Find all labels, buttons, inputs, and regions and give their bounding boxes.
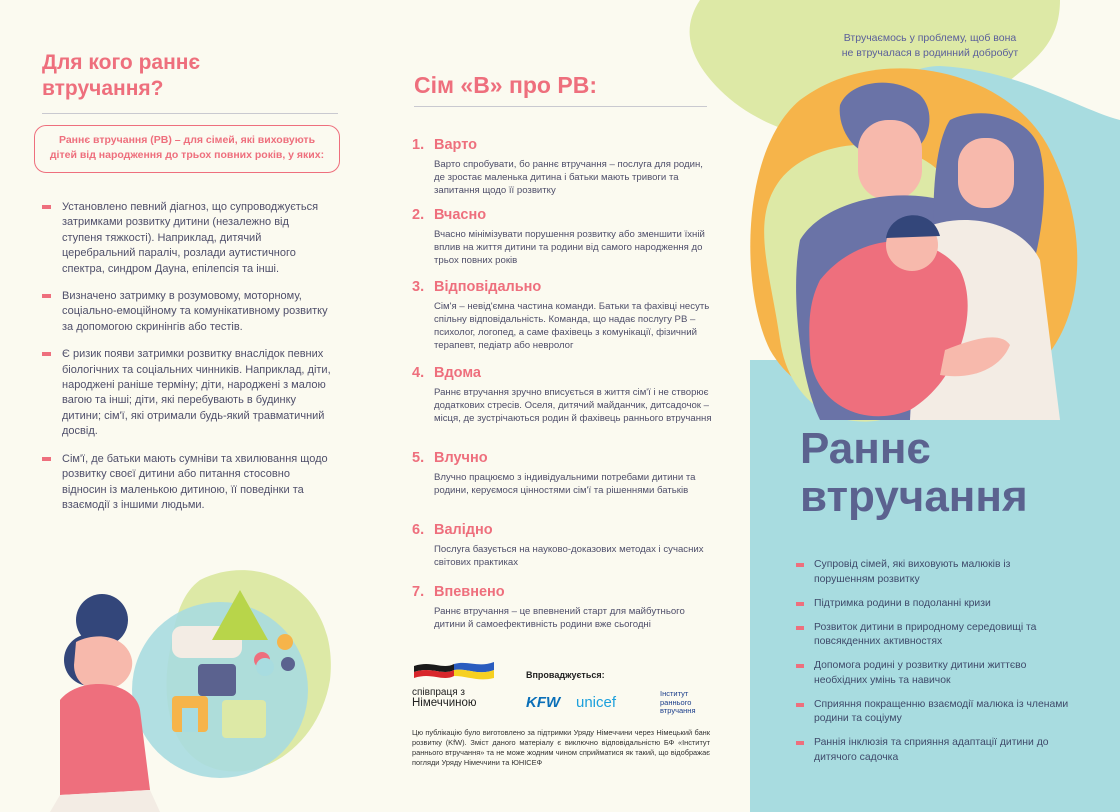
step-text: Сім'я – невід'ємна частина команди. Батьки та фахівці несуть спільну відповідальність. Команда, що надає послугу РВ – психолог, логопед, а саме фахівець з комунікації, фізичний терапевт, педіатр або невролог <box>434 301 710 351</box>
step-heading: Вчасно <box>434 207 487 223</box>
list-item: Розвиток дитини в природному середовищі та повсякденних активностях <box>800 621 1070 650</box>
step-text: Варто спробувати, бо раннє втручання – послуга для родин, де зростає маленька дитина і батьки мають тривоги та запитання щодо її розвитку <box>434 159 703 196</box>
child-playing-illustration <box>40 550 340 812</box>
left-heading <box>42 50 200 102</box>
step-text: Влучно працюємо з індивідуальними потребами дитини та родини, керуємося цінностями сім'ї та рішеннями батьків <box>434 472 696 496</box>
step-2 <box>412 207 712 267</box>
services-list <box>800 558 1070 775</box>
germany-cooperation-logo <box>412 660 496 709</box>
step-7 <box>412 584 712 631</box>
step-number: 1. <box>412 137 425 153</box>
intro-line1: Раннє втручання (РВ) – для сімей, які виховують <box>58 134 316 146</box>
kfw-logo: KFW <box>526 694 561 711</box>
step-number: 3. <box>412 279 425 295</box>
step-text: Послуга базується на науково-доказових методах і сучасних світових практиках <box>434 544 704 568</box>
institute-line1: Інститут <box>660 689 689 698</box>
list-item: Підтримка родини в подоланні кризи <box>800 597 1070 612</box>
main-title-line2: втручання <box>800 472 1028 521</box>
step-heading: Відповідально <box>434 279 542 295</box>
list-item: Установлено певний діагноз, що супроводжується затримками розвитку дитини (незалежно від ступеня тяжкості). Наприклад, дитячий церебральний параліч, розлади аутистичного спектра, синдром Дауна, епілепсія та інші. <box>42 200 332 277</box>
step-3 <box>412 279 712 352</box>
left-heading-line1: Для кого раннє <box>42 51 201 74</box>
tagline-line1: Втручаємось у проблему, щоб вона <box>843 32 1017 44</box>
step-heading: Вдома <box>434 365 481 381</box>
flag-icon <box>412 660 496 682</box>
main-title <box>800 425 1028 521</box>
cooperation-line1: співпраця з <box>412 687 465 698</box>
list-item: Супровід сімей, які виховують малюків із порушенням розвитку <box>800 558 1070 587</box>
main-title-line1: Раннє <box>800 424 931 473</box>
step-5 <box>412 450 712 497</box>
step-number: 5. <box>412 450 425 466</box>
middle-divider <box>414 106 707 107</box>
list-item: Є ризик появи затримки розвитку внаслідок певних біологічних та соціальних чинників. Наприклад, діти, народжені раніше терміну; діти, народжені з малою вагою та інші; діти, які перебувають в будинку дитини; сім'ї, які отримали будь-який травматичний досвід. <box>42 347 332 439</box>
step-6 <box>412 522 712 569</box>
intro-box <box>34 125 340 173</box>
step-heading: Варто <box>434 137 477 153</box>
left-heading-line2: втручання? <box>42 77 164 100</box>
step-1 <box>412 137 712 197</box>
step-text: Раннє втручання – це впевнений старт для майбутнього дитини й самоефективність родини вже сьогодні <box>434 606 685 630</box>
disclaimer-text: Цю публікацію було виготовлено за підтримки Уряду Німеччини через Німецький банк розвитку (KfW). Зміст даного матеріалу є виключно відповідальністю БФ «Інститут раннього втручання» та не може жодним чином сприйматися як такий, що відображає погляди Уряду Німеччини та ЮНІСЕФ <box>412 728 710 767</box>
institute-line2: раннього <box>660 697 692 707</box>
institute-logo <box>660 690 720 716</box>
step-heading: Валідно <box>434 522 493 538</box>
list-item: Раннія інклюзія та сприяння адаптації дитини до дитячого садочка <box>800 736 1070 765</box>
unicef-logo: unicef <box>576 694 617 711</box>
institute-line3: втручання <box>660 706 696 715</box>
list-item: Визначено затримку в розумовому, моторному, соціально-емоційному та комунікативному розвитку за допомогою скринінгів або тестів. <box>42 289 332 335</box>
tagline-line2: не втручалася в родинний добробут <box>841 47 1019 59</box>
eligibility-list <box>42 200 332 525</box>
step-number: 4. <box>412 365 425 381</box>
cooperation-line2: Німеччиною <box>412 697 477 709</box>
step-number: 6. <box>412 522 425 538</box>
list-item: Сім'ї, де батьки мають сумніви та хвилювання щодо розвитку своєї дитини або питання стосовно відносин із маленькою дитиною, її поведінки та взаємодії з іншими людьми. <box>42 452 332 514</box>
list-item: Допомога родині у розвитку дитини життєво необхідних умінь та навичок <box>800 659 1070 688</box>
left-divider <box>42 113 338 114</box>
step-heading: Влучно <box>434 450 488 466</box>
step-text: Раннє втручання зручно вписується в життя сім'ї і не створює додаткових стресів. Оселя, дитячий майданчик, дитсадочок – місця, де зустрічаються родин й фахівець раннього втручання <box>434 387 712 424</box>
step-number: 2. <box>412 207 425 223</box>
tagline <box>800 31 1060 61</box>
step-number: 7. <box>412 584 425 600</box>
step-text: Вчасно мінімізувати порушення розвитку або зменшити їхній вплив на життя дитини та родини від самого народження до трьох повних років <box>434 229 705 266</box>
list-item: Сприяння покращенню взаємодії малюка із членами родини та соціуму <box>800 698 1070 727</box>
step-heading: Впевнено <box>434 584 505 600</box>
middle-heading: Сім «В» про РВ: <box>414 72 597 98</box>
implemented-label: Впроваджується: <box>526 670 605 680</box>
intro-line2: дітей від народження до трьох повних років, у яких: <box>49 149 325 161</box>
step-4 <box>412 365 712 425</box>
